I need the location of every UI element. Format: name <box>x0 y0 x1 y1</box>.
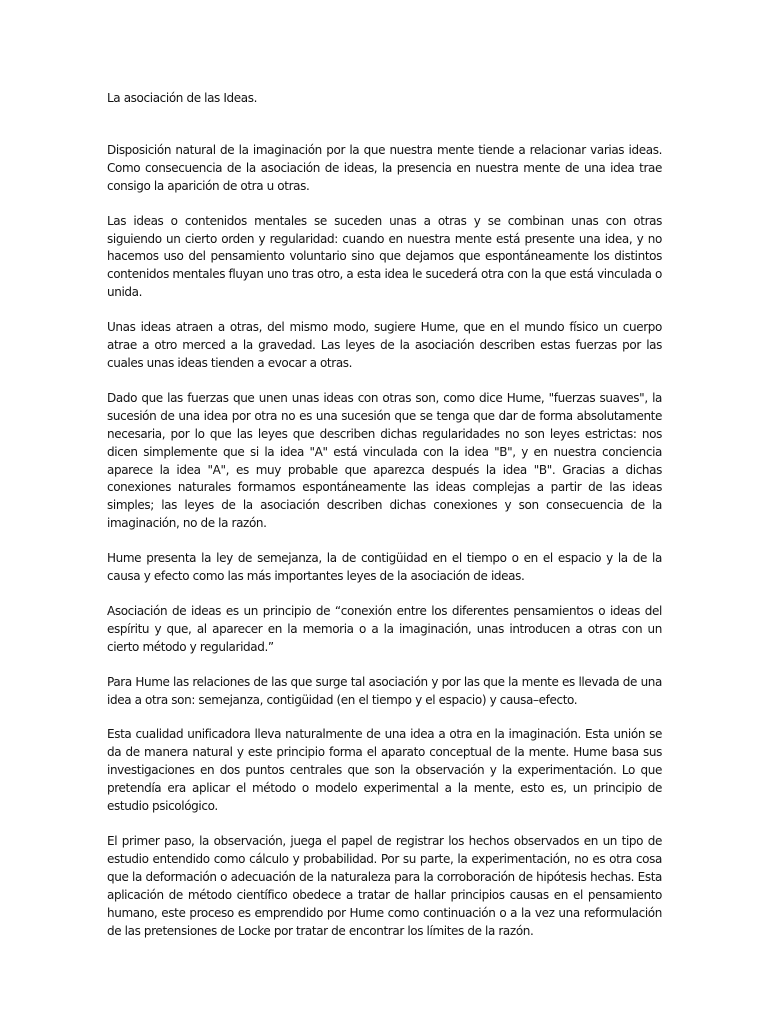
document-body <box>107 90 662 957</box>
paragraph-7: Para Hume las relaciones de las que surge tal asociación y por las que la mente es llevada de una idea a otra son: semejanza, contigüidad (en el tiempo y el espacio) y causa–efecto. <box>107 674 662 707</box>
paragraph-4: Dado que las fuerzas que unen unas ideas con otras son, como dice Hume, "fuerzas suaves", la sucesión de una idea por otra no es una sucesión que se tenga que dar de forma absolutamente necesaria, por lo que las leyes que describen dichas regularidades no son leyes estrictas: nos dicen simplemente que si la idea "A" está vinculada con la idea "B", y en nuestra conciencia aparece la idea "A", es muy probable que aparezca después la idea "B". Gracias a dichas conexiones naturales formamos espontáneamente las ideas complejas a partir de las ideas simples; las leyes de la asociación describen dichas conexiones y son consecuencia de la imaginación, no de la razón. <box>107 390 662 531</box>
paragraph-9: El primer paso, la observación, juega el papel de registrar los hechos observados en un tipo de estudio entendido como cálculo y probabilidad. Por su parte, la experimentación, no es otra cosa que la deformación o adecuación de la naturaleza para la corroboración de hipótesis hechas. Esta aplicación de método científico obedece a tratar de hallar principios causas en el pensamiento humano, este proceso es emprendido por Hume como continuación o a la vez una reformulación de las pretensiones de Locke por tratar de encontrar los límites de la razón. <box>107 834 662 938</box>
paragraph-3: Unas ideas atraen a otras, del mismo modo, sugiere Hume, que en el mundo físico un cuerpo atrae a otro merced a la gravedad. Las leyes de la asociación describen estas fuerzas por las cuales unas ideas tienden a evocar a otras. <box>107 320 662 370</box>
paragraph-5: Hume presenta la ley de semejanza, la de contigüidad en el tiempo o en el espacio y la de la causa y efecto como las más importantes leyes de la asociación de ideas. <box>107 551 662 584</box>
paragraph-1: Disposición natural de la imaginación por la que nuestra mente tiende a relacionar varias ideas. Como consecuencia de la asociación de ideas, la presencia en nuestra mente de una idea trae consigo la aparición de otra u otras. <box>107 142 662 193</box>
paragraph-6: Asociación de ideas es un principio de “conexión entre los diferentes pensamientos o ideas del espíritu y que, al aparecer en la memoria o a la imaginación, unas introducen a otras con un cierto método y regularidad.” <box>107 603 662 654</box>
paragraph-2: Las ideas o contenidos mentales se suceden unas a otras y se combinan unas con otras siguiendo un cierto orden y regularidad: cuando en nuestra mente está presente una idea, y no hacemos uso del pensamiento voluntario sino que dejamos que espontáneamente los distintos contenidos mentales fluyan uno tras otro, a esta idea le sucederá otra con la que está vinculada o unida. <box>107 213 662 300</box>
document-title: La asociación de las Ideas. <box>107 91 258 105</box>
paragraph-8: Esta cualidad unificadora lleva naturalmente de una idea a otra en la imaginación. Esta unión se da de manera natural y este principio forma el aparato conceptual de la mente. Hume basa sus investigaciones en dos puntos centrales que son la observación y la experimentación. Lo que pretendía era aplicar el método o modelo experimental a la mente, esto es, un principio de estudio psicológico. <box>107 727 662 814</box>
